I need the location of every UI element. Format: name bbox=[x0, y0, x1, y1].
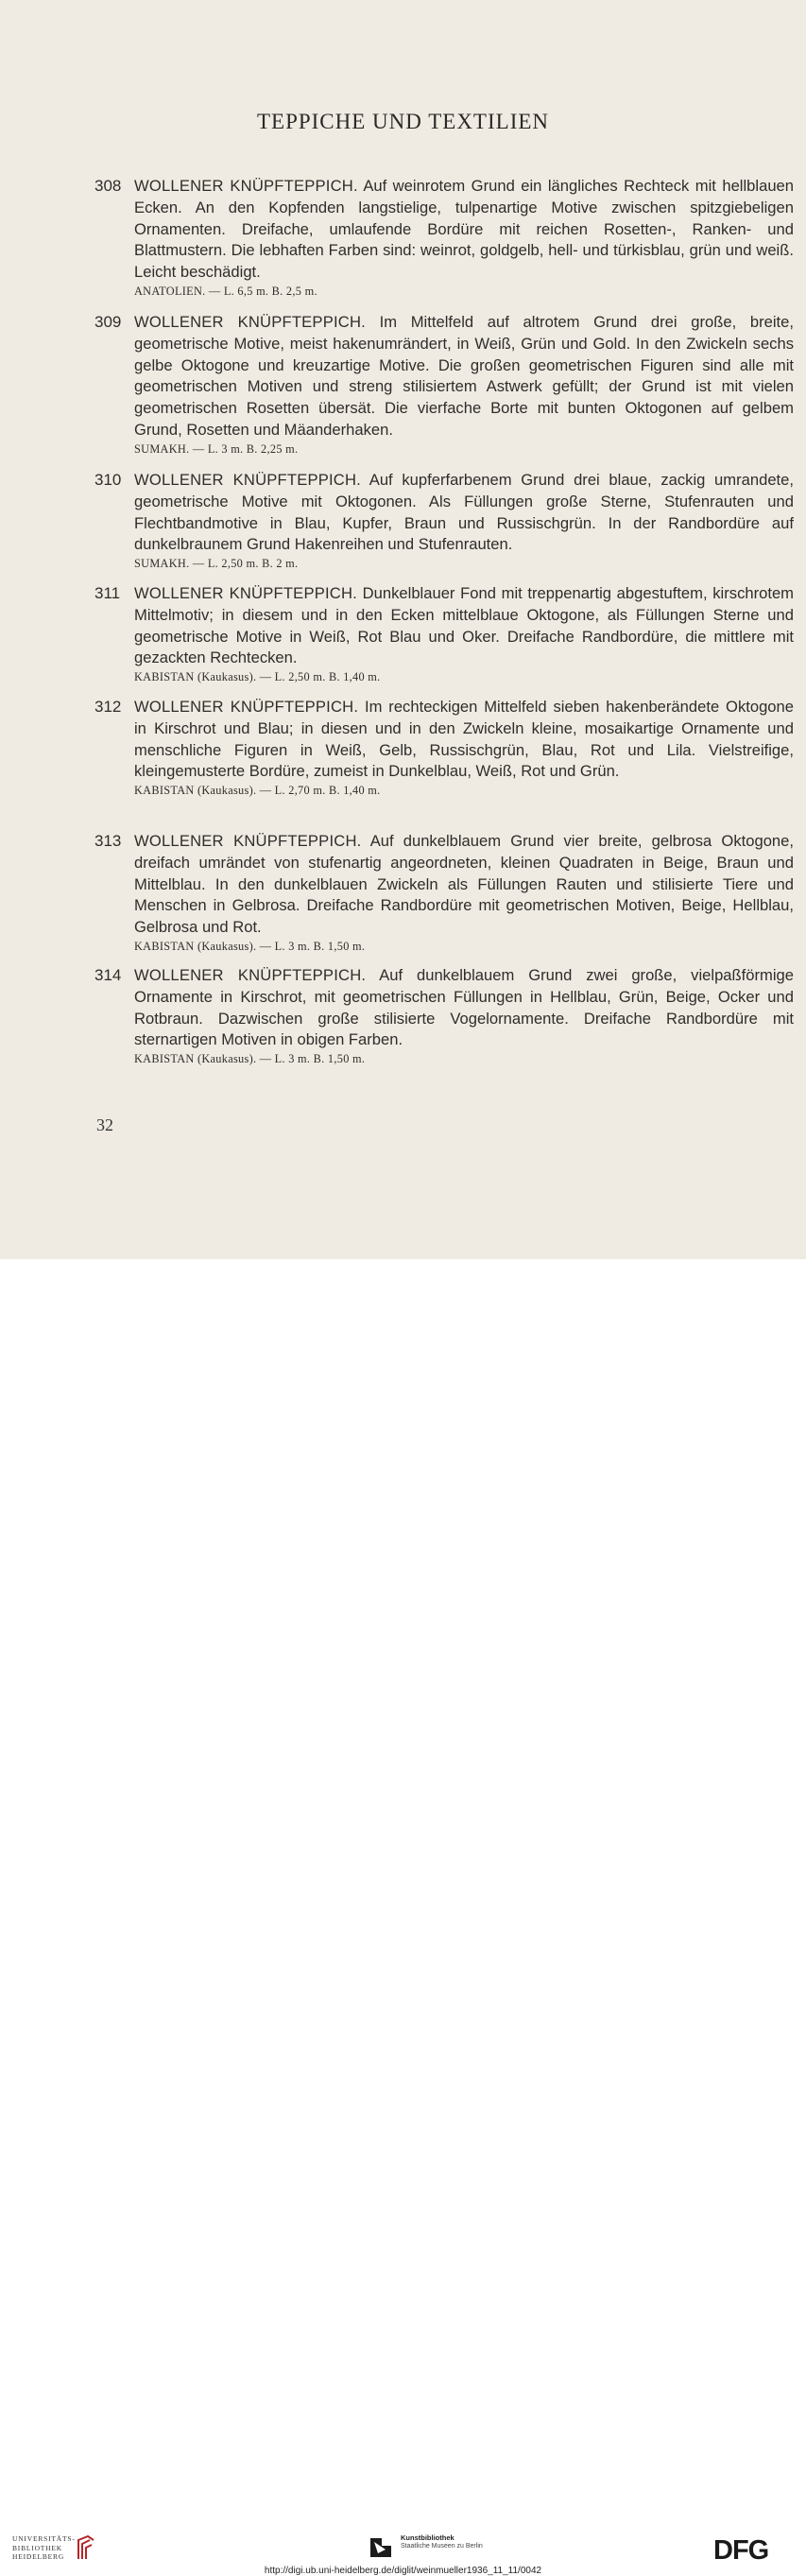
catalog-entry-313 bbox=[94, 831, 794, 954]
page-title: TEPPICHE UND TEXTILIEN bbox=[256, 110, 550, 133]
entry-text: Auf dunkelblauem Grund vier breite, gelbrosa Oktogone, dreifach umrändet von stufenartig angeordneten, kleinen Quadraten in Beige, Braun und Mittelblau. In den dunkelblauen Zwickeln als Füllungen Rauten und stilisierte Tiere und Menschen in Gelbrosa. Dreifache Randbordüre mit geometrischen Motiven, Beige, Hellblau, Gelbrosa und Rot. bbox=[134, 832, 794, 937]
entry-number: 308 bbox=[94, 177, 122, 195]
scanned-page bbox=[0, 0, 806, 1259]
catalog-entry-310 bbox=[94, 470, 794, 571]
catalog-entry-309 bbox=[94, 312, 794, 457]
entry-number: 309 bbox=[94, 313, 122, 331]
catalog-entry-314 bbox=[94, 965, 794, 1066]
entry-number: 313 bbox=[94, 832, 122, 850]
entry-heading: WOLLENER KNÜPFTEPPICH. bbox=[134, 313, 366, 331]
entry-heading: WOLLENER KNÜPFTEPPICH. bbox=[134, 698, 359, 716]
entry-provenance: ANATOLIEN. — L. 6,5 m. B. 2,5 m. bbox=[134, 284, 317, 298]
entry-description bbox=[134, 831, 794, 939]
entry-description bbox=[134, 470, 794, 556]
entry-number: 312 bbox=[94, 698, 122, 716]
entry-provenance: SUMAKH. — L. 3 m. B. 2,25 m. bbox=[134, 441, 299, 456]
entry-provenance: SUMAKH. — L. 2,50 m. B. 2 m. bbox=[134, 557, 299, 571]
entry-description bbox=[134, 176, 794, 284]
entry-heading: WOLLENER KNÜPFTEPPICH. bbox=[134, 966, 367, 984]
kunstbibliothek-logo[interactable] bbox=[369, 2533, 529, 2561]
entry-text: Auf weinrotem Grund ein längliches Rechteck mit hellblauen Ecken. An den Kopfenden langstielige, tulpenartige Motive zwischen spitzgiebeligen Ornamenten. Dreifache, umlaufende Bordüre mit reichen Rosetten-, Ranken- und Blattmustern. Die lebhaften Farben sind: weinrot, goldgelb, hell- und türkisblau, grün und weiß. Leicht beschädigt. bbox=[134, 177, 794, 282]
university-library-logo[interactable] bbox=[12, 2534, 116, 2561]
library-line: BIBLIOTHEK bbox=[12, 2543, 62, 2552]
entry-text: Auf dunkelblauem Grund zwei große, vielpaßförmige Ornamente in Kirschrot, mit geometrischen Füllungen in Hellblau, Grün, Beige, Ocker und Rotbraun. Dazwischen große stilisierte Vogelornamente. Dreifache Randbordüre mit sternartigen Motiven in obigen Farben. bbox=[134, 966, 794, 1049]
entry-heading: WOLLENER KNÜPFTEPPICH. bbox=[134, 832, 362, 850]
kunstbibliothek-subtitle: Staatliche Museen zu Berlin bbox=[401, 2543, 483, 2550]
university-library-name bbox=[12, 2534, 76, 2562]
dfg-logo[interactable]: DFG bbox=[713, 2535, 769, 2566]
entry-text: Auf kupferfarbenem Grund drei blaue, zackig umrandete, geometrische Motive mit Oktogonen. Als Füllungen große Sterne, Stufenrauten und Flechtbandmotive in Blau, Kupfer, Braun und Russischgrün. In der Randbordüre auf dunkelbraunem Grund Hakenreihen und Stufenrauten. bbox=[134, 471, 794, 554]
library-line: UNIVERSITÄTS- bbox=[12, 2534, 76, 2543]
library-line: HEIDELBERG bbox=[12, 2552, 65, 2561]
entry-description bbox=[134, 583, 794, 669]
entry-description bbox=[134, 697, 794, 783]
entry-heading: WOLLENER KNÜPFTEPPICH. bbox=[134, 584, 357, 602]
entry-number: 310 bbox=[94, 471, 122, 489]
entry-description bbox=[134, 965, 794, 1051]
entry-provenance: KABISTAN (Kaukasus). — L. 3 m. B. 1,50 m. bbox=[134, 939, 366, 953]
entry-text: Im rechteckigen Mittelfeld sieben hakenberändete Oktogone in Kirschrot und Blau; in diesen und in den Zwickeln kleine, mosaikartige Ornamente und menschliche Figuren in Weiß, Gelb, Russischgrün, Blau, Rot und Lila. Vielstreifige, kleingemusterte Bordüre, zumeist in Dunkelblau, Weiß, Rot und Grün. bbox=[134, 698, 794, 781]
kunstbibliothek-name: Kunstbibliothek bbox=[401, 2533, 454, 2542]
entry-provenance: KABISTAN (Kaukasus). — L. 2,70 m. B. 1,40 m. bbox=[134, 784, 381, 798]
entry-text: Im Mittelfeld auf altrotem Grund drei große, breite, geometrische Motive, meist hakenumrändert, in Weiß, Grün und Gold. In den Zwickeln sechs gelbe Oktogone und kreuzartige Motive. Die großen geometrischen Figuren sind alle mit geometrischen Motiven und streng stilisiertem Astwerk gefüllt; der Grund ist mit vielen geometrischen Rosetten übersät. Die vierfache Borte mit bunten Oktogonen auf gelbem Grund, Rosetten und Mäanderhaken. bbox=[134, 313, 794, 439]
entry-number: 314 bbox=[94, 966, 122, 984]
entry-provenance: KABISTAN (Kaukasus). — L. 2,50 m. B. 1,40 m. bbox=[134, 670, 381, 684]
university-library-mark-icon bbox=[75, 2534, 95, 2561]
footer-bar bbox=[0, 1259, 806, 2576]
page-number: 32 bbox=[96, 1115, 113, 1134]
catalog-entry-311 bbox=[94, 583, 794, 684]
entry-text: Dunkelblauer Fond mit treppenartig abgestuftem, kirschrotem Mittelmotiv; in diesem und in den Ecken mittelblaue Oktogone, als Füllungen Sterne und geometrische Motive in Weiß, Rot Blau und Oker. Dreifache Randbordüre, die mittlere mit gezackten Rechtecken. bbox=[134, 584, 795, 667]
catalog-entry-308 bbox=[94, 176, 794, 299]
entry-description bbox=[134, 312, 794, 441]
catalog-entry-312 bbox=[94, 697, 794, 798]
entry-provenance: KABISTAN (Kaukasus). — L. 3 m. B. 1,50 m. bbox=[134, 1052, 366, 1066]
entry-heading: WOLLENER KNÜPFTEPPICH. bbox=[134, 177, 358, 195]
permalink-url[interactable]: http://digi.ub.uni-heidelberg.de/diglit/weinmueller1936_11_11/0042 bbox=[264, 2566, 542, 2576]
kunstbibliothek-mark-icon bbox=[369, 2534, 393, 2559]
entry-heading: WOLLENER KNÜPFTEPPICH. bbox=[134, 471, 361, 489]
entry-number: 311 bbox=[94, 584, 121, 602]
